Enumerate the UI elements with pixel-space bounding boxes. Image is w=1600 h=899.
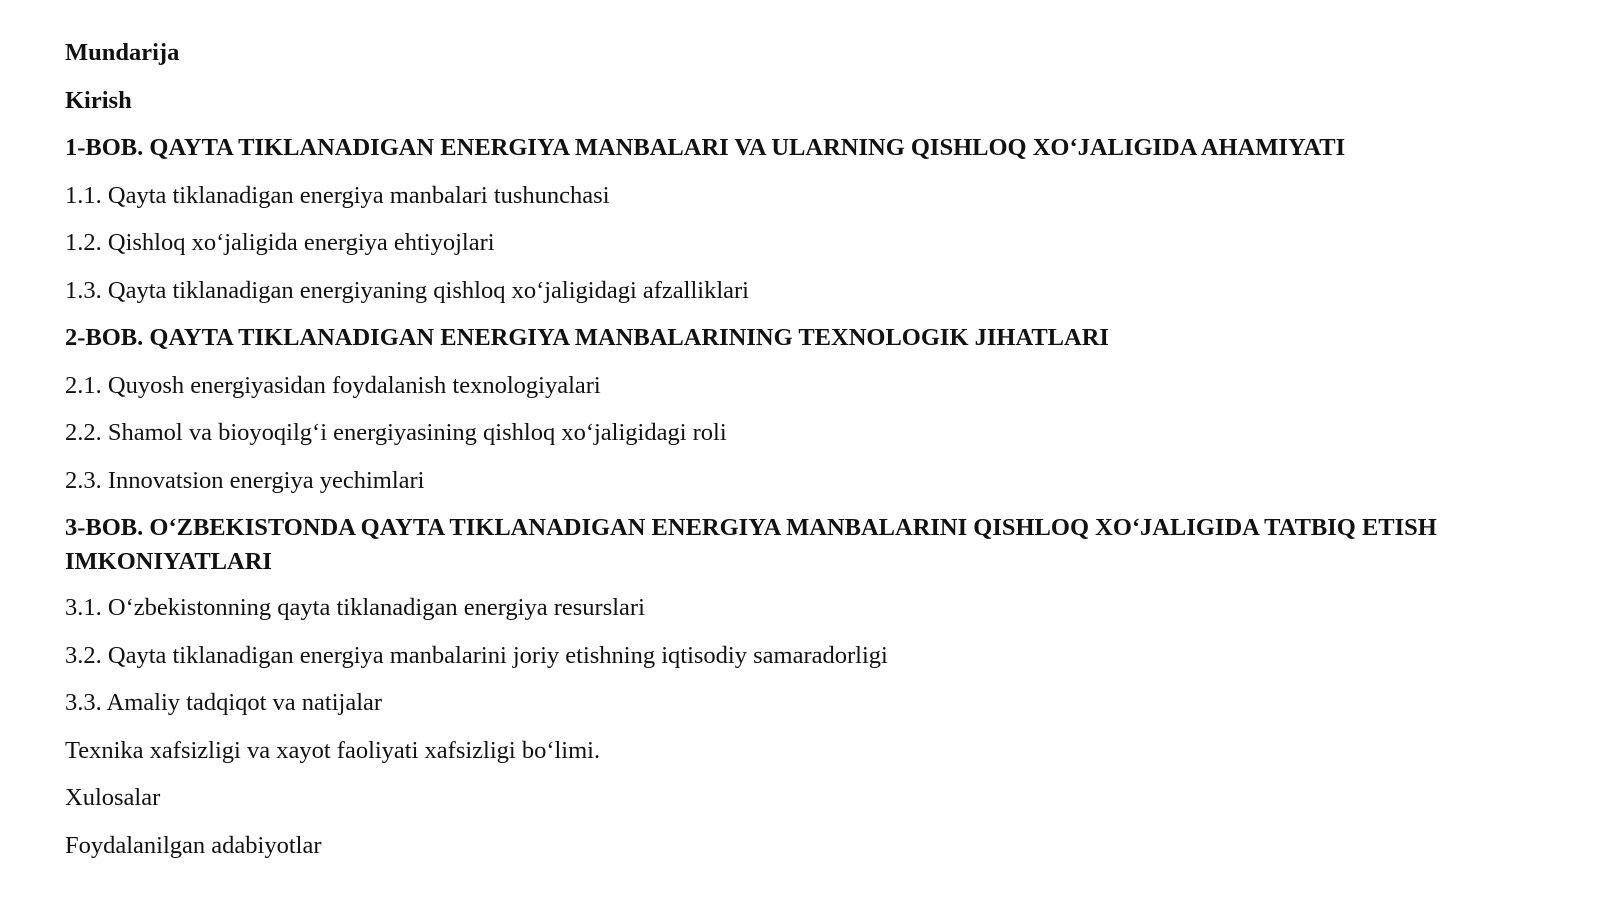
toc-section-3-1: 3.1. O‘zbekistonning qayta tiklanadigan energiya resurslari: [65, 594, 645, 621]
toc-section-2-2: 2.2. Shamol va bioyoqilg‘i energiyasining qishloq xo‘jaligidagi roli: [65, 419, 727, 446]
toc-section-1-2: 1.2. Qishloq xo‘jaligida energiya ehtiyojlari: [65, 229, 495, 256]
toc-entry-conclusions: Xulosalar: [65, 784, 161, 811]
toc-section-1-1: 1.1. Qayta tiklanadigan energiya manbalari tushunchasi: [65, 181, 610, 209]
toc-entry-safety: Texnika xafsizligi va xayot faoliyati xafsizligi bo‘limi.: [65, 736, 601, 764]
table-of-contents: [65, 36, 1505, 876]
toc-section-2-3: 2.3. Innovatsion energiya yechimlari: [65, 466, 425, 494]
toc-entry-kirish: Kirish: [65, 86, 132, 114]
toc-chapter-3: 3-BOB. O‘ZBEKISTONDA QAYTA TIKLANADIGAN ENERGIYA MANBALARINI QISHLOQ XO‘JALIGIDA TATBIQ ETISH IMKONIYATLARI: [65, 514, 1437, 575]
toc-section-3-2: 3.2. Qayta tiklanadigan energiya manbalarini joriy etishning iqtisodiy samaradorligi: [65, 641, 888, 669]
toc-section-3-3: 3.3. Amaliy tadqiqot va natijalar: [65, 689, 383, 716]
toc-chapter-1: 1-BOB. QAYTA TIKLANADIGAN ENERGIYA MANBALARI VA ULARNING QISHLOQ XO‘JALIGIDA AHAMIYATI: [65, 134, 1346, 161]
toc-section-2-1: 2.1. Quyosh energiyasidan foydalanish texnologiyalari: [65, 371, 601, 399]
toc-section-1-3: 1.3. Qayta tiklanadigan energiyaning qishloq xo‘jaligidagi afzalliklari: [65, 276, 749, 304]
toc-heading: Mundarija: [65, 39, 180, 66]
toc-entry-references: Foydalanilgan adabiyotlar: [65, 831, 322, 859]
toc-chapter-2: 2-BOB. QAYTA TIKLANADIGAN ENERGIYA MANBALARINING TEXNOLOGIK JIHATLARI: [65, 324, 1109, 351]
